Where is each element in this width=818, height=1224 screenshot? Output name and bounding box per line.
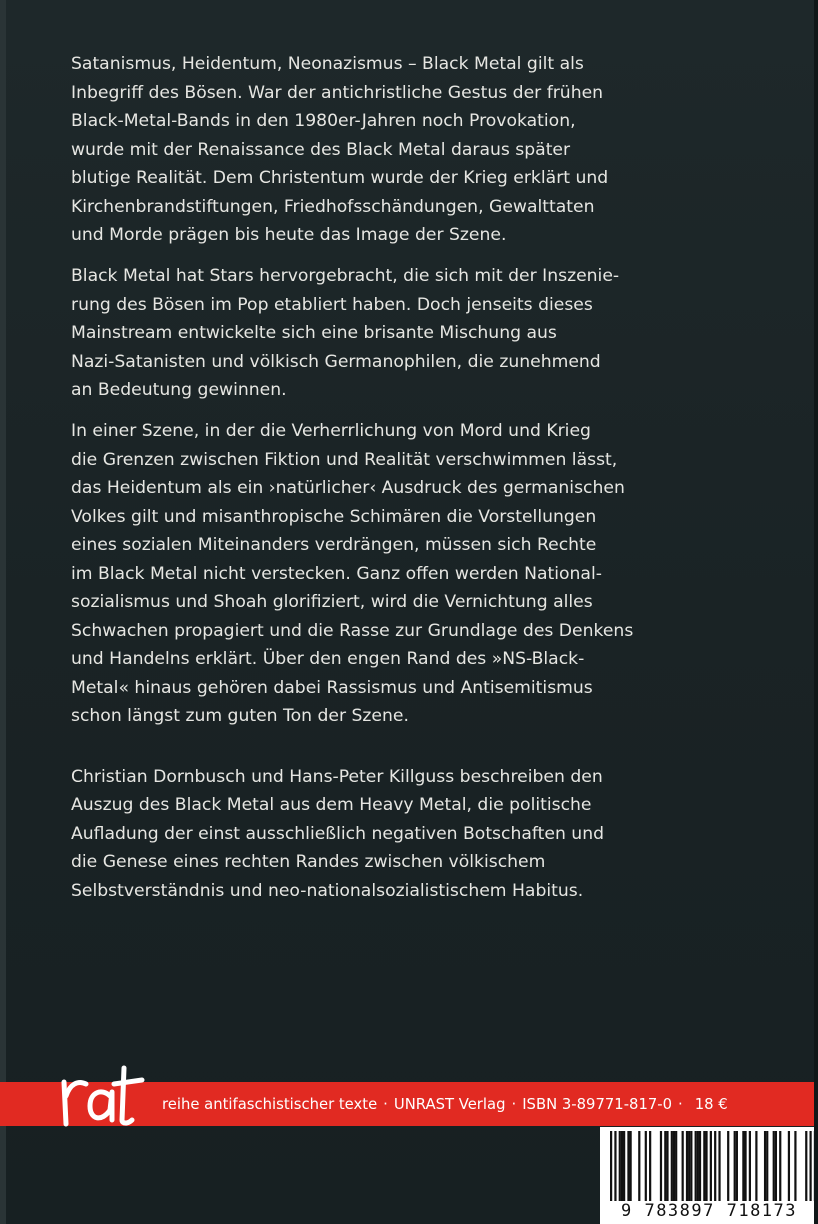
blurb-paragraph-2 (71, 262, 661, 405)
series-line (162, 1082, 728, 1126)
barcode-bar (764, 1131, 766, 1201)
barcode-bar (742, 1131, 744, 1201)
barcode-bar (695, 1131, 697, 1201)
barcode-bar (749, 1131, 751, 1201)
barcode-bar (688, 1131, 690, 1201)
text-line: Auszug des Black Metal aus dem Heavy Metal, die politische (71, 795, 592, 815)
barcode-bar (766, 1131, 768, 1201)
barcode-bar (614, 1131, 616, 1201)
text-line: Volkes gilt und misanthropische Schimären die Vorstellungen (71, 506, 597, 527)
text-line: an Bedeutung gewinnen. (71, 380, 287, 400)
barcode-bar (703, 1131, 705, 1201)
barcode-bar (660, 1131, 662, 1201)
price-label: 18 € (694, 1096, 728, 1113)
barcode-bar (779, 1131, 781, 1201)
barcode-bar (673, 1131, 675, 1201)
separator: · (511, 1096, 517, 1113)
barcode-bar (714, 1131, 716, 1201)
publisher-name: UNRAST Verlag (393, 1096, 506, 1113)
barcode-bar (627, 1131, 629, 1201)
text-line: und Morde prägen bis heute das Image der Szene. (71, 225, 507, 245)
text-line: Inbegriff des Bösen. War der antichristliche Gestus der frühen (71, 82, 604, 103)
barcode-bar (621, 1131, 623, 1201)
barcode-bar (814, 1131, 816, 1201)
barcode-bar (623, 1131, 625, 1201)
barcode-number: 9 783897 718173 (620, 1201, 798, 1221)
barcode-bar (682, 1131, 684, 1201)
text-line: Aufladung der einst ausschließlich negativen Botschaften und (71, 823, 604, 844)
barcode-bar (794, 1131, 796, 1201)
text-line: Schwachen propagiert und die Rasse zur Grundlage des Denkens (71, 620, 634, 641)
barcode-bar (664, 1131, 666, 1201)
text-line: blutige Realität. Dem Christentum wurde der Krieg erklärt und (71, 168, 609, 188)
barcode-bar (734, 1131, 736, 1201)
blurb-paragraph-3 (71, 417, 661, 731)
text-line: Kirchenbrandstiftungen, Friedhofsschändungen, Gewalttaten (71, 196, 595, 217)
barcode-bar (649, 1131, 651, 1201)
barcode-bar (710, 1131, 712, 1201)
text-line: Metal« hinaus gehören dabei Rassismus und Antisemitismus (71, 677, 593, 698)
barcode-bar (697, 1131, 699, 1201)
text-line: Mainstream entwickelte sich eine brisante Mischung aus (71, 323, 557, 343)
text-line: Selbstverständnis und neo-nationalsozialistischem Habitus. (71, 880, 584, 901)
text-line: Christian Dornbusch und Hans-Peter Killguss beschreiben den (71, 766, 603, 787)
barcode-bars (610, 1131, 816, 1201)
text-line: Nazi-Satanisten und völkisch Germanophilen, die zunehmend (71, 351, 601, 372)
barcode-bar (690, 1131, 692, 1201)
barcode-bar (705, 1131, 707, 1201)
barcode-bar (638, 1131, 640, 1201)
barcode-bar (645, 1131, 647, 1201)
blurb-paragraph-1 (71, 50, 661, 250)
barcode-bar (727, 1131, 729, 1201)
text-line: schon längst zum guten Ton der Szene. (71, 706, 409, 726)
barcode-bar (718, 1131, 720, 1201)
barcode-bar (755, 1131, 757, 1201)
barcode-bar (744, 1131, 746, 1201)
blurb-text (71, 50, 661, 905)
text-line: die Grenzen zwischen Fiktion und Realität verschwimmen lässt, (71, 449, 618, 470)
text-line: sozialismus und Shoah glorifiziert, wird die Vernichtung alles (71, 592, 593, 612)
barcode-bar (736, 1131, 738, 1201)
text-line: das Heidentum als ein ›natürlicher‹ Ausdruck des germanischen (71, 478, 625, 498)
series-label: reihe antifaschistischer texte (162, 1096, 378, 1113)
barcode-bar (666, 1131, 668, 1201)
barcode-bar (675, 1131, 677, 1201)
text-line: rung des Bösen im Pop etabliert haben. Doch jenseits dieses (71, 294, 593, 315)
barcode-bar (610, 1131, 612, 1201)
text-line: wurde mit der Renaissance des Black Metal daraus später (71, 139, 571, 160)
barcode-bar (630, 1131, 632, 1201)
barcode-bar (773, 1131, 775, 1201)
logo-text: rat (58, 1062, 60, 1063)
barcode-bar (686, 1131, 688, 1201)
rat-logo (58, 1062, 158, 1134)
barcode-bar (809, 1131, 811, 1201)
text-line: Black Metal hat Stars hervorgebracht, die sich mit der Inszenie- (71, 266, 620, 286)
isbn-text: ISBN 3-89771-817-0 (522, 1096, 673, 1113)
barcode-bar (805, 1131, 807, 1201)
text-line: die Genese eines rechten Randes zwischen völkischem (71, 852, 546, 872)
barcode-bar (775, 1131, 777, 1201)
text-line: In einer Szene, in der die Verherrlichung von Mord und Krieg (71, 421, 591, 441)
barcode-bar (619, 1131, 621, 1201)
text-line: im Black Metal nicht verstecken. Ganz offen werden National- (71, 563, 602, 584)
barcode-bar (699, 1131, 701, 1201)
barcode-bar (788, 1131, 790, 1201)
text-line: und Handelns erklärt. Über den engen Rand des »NS-Black- (71, 649, 585, 669)
separator: · (678, 1096, 683, 1113)
barcode (600, 1127, 818, 1224)
text-line: Black-Metal-Bands in den 1980er-Jahren noch Provokation, (71, 111, 576, 131)
barcode-bar (671, 1131, 673, 1201)
separator: · (383, 1096, 388, 1113)
text-line: eines sozialen Miteinanders verdrängen, müssen sich Rechte (71, 535, 597, 555)
text-line: Satanismus, Heidentum, Neonazismus – Black Metal gilt als (71, 54, 584, 74)
blurb-paragraph-4 (71, 763, 661, 906)
